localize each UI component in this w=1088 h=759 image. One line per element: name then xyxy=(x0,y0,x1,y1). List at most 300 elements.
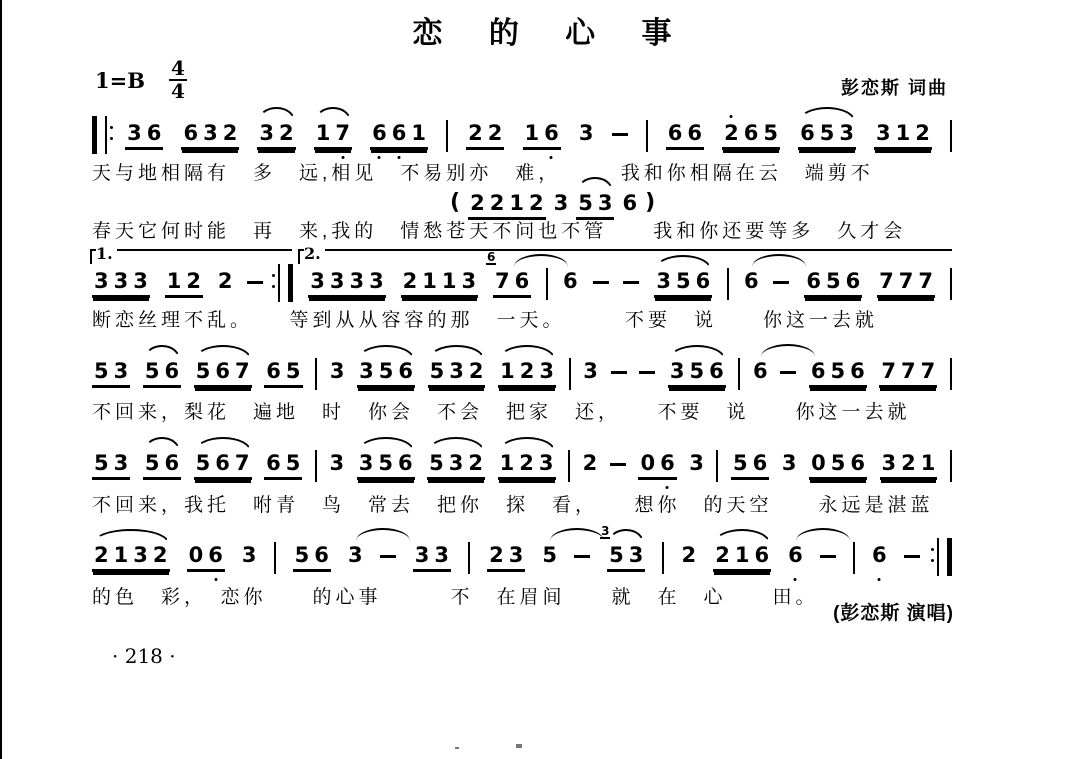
note: 7 xyxy=(335,121,350,145)
note: 2 xyxy=(519,359,535,383)
note: 5 xyxy=(285,359,301,383)
note: 6 xyxy=(743,121,759,145)
note: 5 xyxy=(542,542,557,568)
note: 6 xyxy=(314,543,329,567)
note: 2 xyxy=(222,121,238,145)
duration-dash xyxy=(639,371,655,374)
repeat-begin-barline xyxy=(92,116,107,154)
duration-dash xyxy=(574,555,590,558)
beam xyxy=(92,450,130,480)
song-title: 恋 的 心 事 xyxy=(412,17,676,50)
note: 3 xyxy=(553,191,569,215)
note: 3 xyxy=(310,269,325,293)
beamed-group xyxy=(143,450,181,480)
barline xyxy=(468,542,470,574)
note: 3 xyxy=(358,451,374,475)
barline xyxy=(569,358,571,390)
barline xyxy=(568,450,570,482)
beamed-group xyxy=(264,358,302,388)
note: 3 xyxy=(876,121,891,145)
note: 7 xyxy=(920,359,936,383)
beam xyxy=(466,120,504,150)
duration-dash xyxy=(610,463,626,466)
note: 3 xyxy=(94,269,109,293)
parenthesis: ) xyxy=(645,190,656,215)
beamed-group xyxy=(877,268,935,298)
note: 3 xyxy=(369,269,384,293)
barline xyxy=(716,450,718,482)
duration-dash xyxy=(773,281,789,284)
tie-slur xyxy=(550,528,604,541)
note: 1 xyxy=(315,121,331,145)
note: 2 xyxy=(582,451,598,475)
note: 6 xyxy=(667,121,683,145)
beamed-group xyxy=(654,268,712,298)
scan-speck xyxy=(455,747,459,749)
note: 5 xyxy=(378,359,394,383)
beam xyxy=(308,268,386,298)
beam xyxy=(92,542,170,572)
note: 6 xyxy=(183,121,199,145)
barline xyxy=(950,268,952,300)
beam xyxy=(874,120,932,150)
note: 6 xyxy=(398,359,413,383)
beamed-group xyxy=(466,120,504,150)
note: 6 xyxy=(660,451,675,475)
note: 6 xyxy=(266,451,281,475)
note: 1 xyxy=(524,121,540,145)
note: 5 xyxy=(826,269,841,293)
barline xyxy=(853,542,855,574)
note: 5 xyxy=(689,359,705,383)
beam xyxy=(486,250,531,298)
note: 2 xyxy=(528,191,544,215)
tie-slur xyxy=(761,344,815,357)
note: 1 xyxy=(734,543,750,567)
beam xyxy=(143,358,181,388)
note: 6 xyxy=(810,359,826,383)
beamed-group xyxy=(428,358,486,388)
repeat-end-barline xyxy=(278,264,293,302)
barline xyxy=(950,120,952,152)
note: 5 xyxy=(830,451,846,475)
note: 6 xyxy=(806,269,821,293)
note: 3 xyxy=(449,359,464,383)
note: 0 xyxy=(640,451,656,475)
note: 7 xyxy=(918,269,934,293)
beamed-group xyxy=(92,450,130,480)
beam xyxy=(181,120,239,150)
beamed-group xyxy=(314,120,352,150)
beam xyxy=(722,120,780,150)
beam xyxy=(194,358,252,388)
note: 6 xyxy=(754,543,770,567)
note: 7 xyxy=(901,359,916,383)
duration-dash xyxy=(380,555,396,558)
performer-credit: (彭恋斯 演唱) xyxy=(833,603,954,624)
beam xyxy=(143,450,181,480)
beam xyxy=(666,120,704,150)
beam xyxy=(257,120,295,150)
beam xyxy=(879,358,937,388)
note: 2 xyxy=(470,191,485,215)
beam xyxy=(713,542,771,572)
beam xyxy=(194,450,252,480)
beamed-group xyxy=(143,358,181,388)
note: 6 xyxy=(391,121,407,145)
beam xyxy=(370,120,428,150)
note: 3 xyxy=(881,451,897,475)
beamed-group xyxy=(194,358,252,388)
beamed-group xyxy=(879,358,937,388)
beamed-group xyxy=(264,450,302,480)
beamed-group xyxy=(498,358,556,388)
beam xyxy=(92,268,150,298)
note: 5 xyxy=(195,359,211,383)
note: 3 xyxy=(628,543,644,567)
note: 6 xyxy=(215,359,231,383)
note: 2 xyxy=(519,451,534,475)
note: 5 xyxy=(578,191,593,215)
note: 3 xyxy=(597,191,613,215)
beamed-group xyxy=(401,268,479,298)
beamed-group xyxy=(731,450,769,480)
beam xyxy=(165,268,203,298)
grace-note: 6 xyxy=(486,250,496,264)
note: 1 xyxy=(441,269,457,293)
beam xyxy=(798,120,856,150)
barline xyxy=(662,542,664,574)
beamed-group xyxy=(92,542,170,572)
grace-note: 3 xyxy=(601,524,610,538)
duration-dash xyxy=(612,133,628,136)
note: 6 xyxy=(871,543,887,567)
note: 5 xyxy=(144,359,160,383)
note: 2 xyxy=(681,543,697,567)
beamed-group xyxy=(92,268,150,298)
note: 6 xyxy=(850,359,865,383)
lyrics-line-6: 的色 彩， 恋你 的心事 不 在眉间 就 在 心 田。 xyxy=(92,587,819,608)
scan-speck xyxy=(516,744,522,748)
beam xyxy=(187,542,225,572)
note: 7 6 xyxy=(486,250,510,293)
beam xyxy=(357,358,415,388)
beamed-group xyxy=(427,450,485,480)
note: 2 xyxy=(715,543,730,567)
note: 6 xyxy=(544,121,559,145)
beamed-group xyxy=(194,450,252,480)
beamed-group xyxy=(722,120,780,150)
music-system-2 xyxy=(92,250,952,302)
key-signature: 1=B xyxy=(95,67,145,93)
note: 3 xyxy=(259,121,275,145)
lyrics-line-1: 天与地相隔有 多 远,相见 不易别亦 难， 我和你相隔在云 端剪不 xyxy=(92,163,874,184)
beamed-group xyxy=(666,120,704,150)
page-number: · 218 · xyxy=(112,644,176,668)
beam xyxy=(809,450,867,480)
note: 5 xyxy=(94,359,109,383)
note: 6 xyxy=(397,451,413,475)
note: 3 xyxy=(689,451,704,475)
duration-dash xyxy=(623,281,639,284)
beam xyxy=(638,450,676,480)
beamed-group xyxy=(880,450,938,480)
note: 6 xyxy=(687,121,702,145)
beamed-group xyxy=(523,120,561,150)
note: 6 xyxy=(563,269,578,293)
note: 6 xyxy=(800,121,815,145)
note: 2 xyxy=(94,543,109,567)
note: 7 xyxy=(881,359,897,383)
composer-credit: 彭恋斯 词曲 xyxy=(840,78,948,98)
beam xyxy=(601,524,645,572)
lyrics-line-2: 春天它何时能 再 来,我的 情愁苍天不问也不管 我和你还要等多 久才会 xyxy=(92,221,907,242)
note: 5 xyxy=(733,451,748,475)
barline xyxy=(950,450,952,482)
note: 1 xyxy=(920,451,936,475)
beamed-group xyxy=(413,542,451,572)
beamed-group xyxy=(308,268,386,298)
lyrics-line-3: 断恋丝理不乱。 等到从从容容的那 一天。 不要 说 你这一去就 xyxy=(92,310,879,331)
note: 5 xyxy=(94,451,109,475)
beam xyxy=(264,358,302,388)
note: 3 xyxy=(781,451,797,475)
note: 3 xyxy=(839,121,854,145)
note: 5 xyxy=(819,121,835,145)
note: 3 xyxy=(414,543,430,567)
beam xyxy=(877,268,935,298)
beam xyxy=(413,542,451,572)
music-system-4 xyxy=(92,450,952,482)
tie-slur xyxy=(356,528,410,541)
note: 3 xyxy=(133,269,148,293)
key-and-meter xyxy=(95,58,187,102)
lyrics-line-5: 不回来，我托 咐青 鸟 常去 把你 探 看， 想你 的天空 永远是湛蓝 xyxy=(92,495,934,516)
beam xyxy=(428,358,486,388)
beamed-group xyxy=(668,358,726,388)
beam xyxy=(498,450,556,480)
note: 5 xyxy=(195,451,211,475)
beam xyxy=(293,542,331,572)
barline xyxy=(546,268,548,300)
duration-dash xyxy=(780,371,796,374)
note: 2 xyxy=(489,191,505,215)
note: 5 xyxy=(429,451,444,475)
duration-dash xyxy=(593,281,609,284)
note: 0 xyxy=(811,451,826,475)
beam xyxy=(125,120,163,150)
note: 6 xyxy=(709,359,724,383)
beamed-group xyxy=(370,120,428,150)
time-signature xyxy=(169,58,187,102)
beamed-group xyxy=(809,358,867,388)
note: 6 xyxy=(752,451,768,475)
note: 2 xyxy=(915,121,930,145)
beam xyxy=(668,358,726,388)
scan-edge-artifact xyxy=(0,0,2,759)
beamed-group xyxy=(165,268,203,298)
note: 3 xyxy=(669,359,685,383)
note: 3 xyxy=(578,121,594,145)
note: 1 xyxy=(166,269,182,293)
note: 7 xyxy=(234,451,250,475)
note: 6 xyxy=(164,451,180,475)
barline xyxy=(446,120,448,152)
note: 6 xyxy=(215,451,230,475)
beamed-group xyxy=(125,120,163,150)
note: 3 xyxy=(329,359,345,383)
note: 3 xyxy=(359,359,374,383)
note: 6 xyxy=(372,121,387,145)
beam xyxy=(314,120,352,150)
beam xyxy=(880,450,938,480)
beamed-group xyxy=(357,358,415,388)
note: 1 xyxy=(499,451,515,475)
beamed-group xyxy=(713,542,771,572)
beam xyxy=(401,268,479,298)
note: 3 xyxy=(434,543,449,567)
note: 2 xyxy=(402,269,418,293)
note: 5 xyxy=(429,359,445,383)
note: 6 xyxy=(622,191,638,215)
note: 6 xyxy=(845,269,861,293)
beamed-group xyxy=(357,450,415,480)
note: 2 xyxy=(468,359,484,383)
note: 6 xyxy=(788,542,803,568)
note: 1 xyxy=(113,543,129,567)
meter-denominator: 4 xyxy=(170,79,185,103)
barline xyxy=(950,358,952,390)
beamed-group xyxy=(638,450,676,480)
beamed-group xyxy=(92,358,130,388)
note: 3 xyxy=(241,543,257,567)
note: 3 xyxy=(203,121,218,145)
note: 1 xyxy=(895,121,911,145)
note: 2 xyxy=(468,451,484,475)
note: 3 xyxy=(329,451,345,475)
note: 3 xyxy=(539,359,554,383)
note: 6 xyxy=(146,121,162,145)
beamed-group xyxy=(798,120,856,150)
music-system-1 xyxy=(92,120,952,154)
beam xyxy=(804,268,862,298)
volta-bracket-1 xyxy=(90,244,292,264)
beamed-group xyxy=(809,450,867,480)
note: 1 xyxy=(411,121,426,145)
parenthesis: ( xyxy=(450,190,461,215)
note: 5 xyxy=(830,359,846,383)
note: 5 xyxy=(675,269,691,293)
note: 1 xyxy=(422,269,437,293)
note: 6 xyxy=(753,358,768,384)
note: 3 xyxy=(113,359,129,383)
music-system-3 xyxy=(92,358,952,390)
beamed-group xyxy=(874,120,932,150)
note: 5 xyxy=(144,451,160,475)
beamed-group xyxy=(293,542,331,572)
note: 7 xyxy=(235,359,250,383)
beamed-group xyxy=(257,120,295,150)
beam xyxy=(731,450,769,480)
note: 3 xyxy=(349,269,365,293)
barline xyxy=(315,358,317,390)
note: 1 xyxy=(500,359,515,383)
tie-slur xyxy=(796,528,850,541)
note: 2 xyxy=(487,121,503,145)
note: 7 xyxy=(879,269,894,293)
note: 3 xyxy=(113,451,129,475)
beam xyxy=(809,358,867,388)
note: 3 xyxy=(113,269,129,293)
duration-dash xyxy=(611,371,627,374)
beam xyxy=(264,450,302,480)
beam xyxy=(357,450,415,480)
note: 3 xyxy=(656,269,671,293)
note: 3 xyxy=(329,269,345,293)
barline xyxy=(738,358,740,390)
note: 2 xyxy=(186,269,202,293)
note: 5 xyxy=(763,121,778,145)
beam xyxy=(487,542,525,572)
note: 3 xyxy=(133,543,148,567)
barline xyxy=(646,120,648,152)
note: 2 xyxy=(152,543,168,567)
note: 1 xyxy=(509,191,524,215)
beamed-group xyxy=(181,120,239,150)
volta-label-1: 1. xyxy=(96,244,117,263)
note: 2 xyxy=(901,451,916,475)
beamed-group xyxy=(187,542,225,572)
volta-label-2: 2. xyxy=(304,244,325,263)
meter-numerator: 4 xyxy=(170,56,185,80)
note: 5 3 xyxy=(601,524,624,567)
note: 6 xyxy=(695,269,711,293)
beam xyxy=(498,358,556,388)
note: 3 xyxy=(538,451,554,475)
duration-dash xyxy=(904,555,920,558)
note: 3 xyxy=(127,121,142,145)
beamed-group xyxy=(487,542,525,572)
barline xyxy=(727,268,729,300)
barline xyxy=(274,542,276,574)
note: 6 xyxy=(850,451,865,475)
duration-dash xyxy=(247,281,263,284)
note: 6 xyxy=(266,359,281,383)
note: 2 xyxy=(217,269,233,293)
note: 2 xyxy=(724,121,739,145)
beam xyxy=(92,358,130,388)
note: 3 xyxy=(508,543,524,567)
beamed-group xyxy=(486,250,531,298)
note: 6 xyxy=(514,269,530,293)
beam xyxy=(654,268,712,298)
note: 6 xyxy=(164,359,180,383)
beamed-group xyxy=(804,268,862,298)
beam xyxy=(427,450,485,480)
duration-dash xyxy=(820,555,836,558)
volta-bracket-2 xyxy=(298,244,952,264)
note: 3 xyxy=(583,359,598,383)
note: 6 xyxy=(744,268,759,294)
beamed-group xyxy=(601,524,645,572)
beam xyxy=(523,120,561,150)
note: 5 xyxy=(285,451,301,475)
note: 7 xyxy=(898,269,914,293)
lyrics-line-4: 不回来，梨花 遍地 时 你会 不会 把家 还， 不要 说 你这一去就 xyxy=(92,402,911,423)
note: 0 xyxy=(188,543,204,567)
note: 3 xyxy=(348,542,363,568)
note: 6 xyxy=(208,543,223,567)
